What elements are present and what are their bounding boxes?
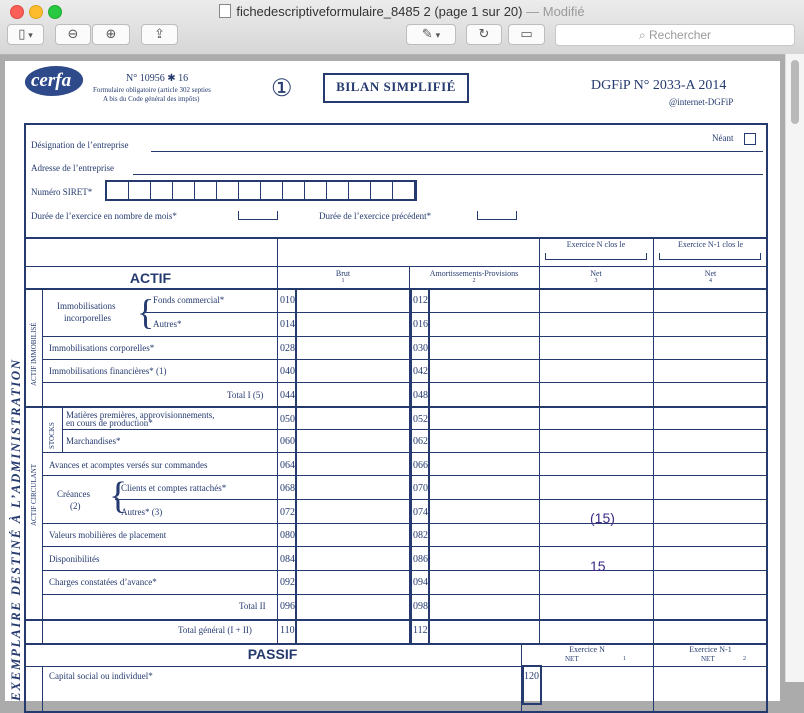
toolbox-button[interactable] <box>508 24 545 45</box>
siret-label: Numéro SIRET* <box>31 187 93 197</box>
code-brut: 010 <box>280 295 295 306</box>
share-icon: ⇪ <box>154 27 165 42</box>
code-amort: 030 <box>413 343 428 354</box>
passif-net-n: NET <box>565 655 579 663</box>
net-num3: 3 <box>594 278 598 284</box>
designation-label: Désignation de l’entreprise <box>31 140 129 150</box>
net-num4: 4 <box>709 278 712 284</box>
sidebar-button[interactable] <box>7 24 44 45</box>
form-note-2: A bis du Code général des impôts) <box>103 95 200 103</box>
exercice-n-label: Exercice N clos le <box>566 240 626 249</box>
zoom-out-icon: ⊖ <box>67 27 79 42</box>
chevron-down-icon: ▾ <box>432 31 441 41</box>
immo-incorp-label-1: Immobilisations <box>57 301 116 311</box>
window-title-text: fichedescriptiveformulaire_8485 2 (page 1 sur 20) <box>236 4 523 19</box>
code-brut: 028 <box>280 343 295 354</box>
modified-status: Modifié <box>542 4 585 19</box>
matieres-label-1: Matières premières, approvisionnements, <box>66 410 215 420</box>
zoom-in-button[interactable] <box>92 24 130 45</box>
exercice-n-date[interactable] <box>545 253 647 260</box>
code-amort: 082 <box>413 530 428 541</box>
code-amort: 066 <box>413 460 428 471</box>
valeurs-label: Valeurs mobilières de placement <box>49 530 167 540</box>
code-amort: 012 <box>413 295 428 306</box>
code-amort: 094 <box>413 577 428 588</box>
toolbox-icon: ▭ <box>520 27 533 42</box>
amort-header: Amortissements-Provisions <box>429 269 519 278</box>
code-brut: 064 <box>280 460 295 471</box>
dispo-net-value[interactable]: 15 <box>590 558 606 574</box>
passif-side-divider <box>42 666 43 713</box>
actif-circulant-label: ACTIF CIRCULANT <box>30 463 38 526</box>
row-rule <box>42 382 768 383</box>
designation-line[interactable] <box>151 151 763 152</box>
code-amort: 016 <box>413 319 428 330</box>
vertical-scrollbar[interactable] <box>785 54 804 682</box>
form-note-1: Formulaire obligatoire (article 302 septies <box>93 86 211 94</box>
sidebar-icon: ▯ <box>18 27 26 42</box>
dispo-label: Disponibilités <box>49 554 100 564</box>
search-placeholder: Rechercher <box>649 28 712 42</box>
row-rule <box>24 619 768 621</box>
clients-label: Clients et comptes rattachés* <box>121 483 227 493</box>
row-rule <box>24 666 768 667</box>
actif-heading: ACTIF <box>129 270 172 286</box>
form-number: N° 10956 ✱ 16 <box>126 73 189 84</box>
zoom-in-icon: ⊕ <box>105 27 117 42</box>
total2-label: Total II <box>239 601 266 611</box>
row-rule <box>42 336 768 337</box>
brace-creances: { <box>109 475 128 517</box>
passif-heading: PASSIF <box>247 646 298 662</box>
passif-num1: 1 <box>623 656 626 662</box>
creances-label-2: (2) <box>70 501 81 511</box>
scroll-thumb[interactable] <box>791 60 799 124</box>
code-brut: 040 <box>280 366 295 377</box>
adresse-line[interactable] <box>133 174 763 175</box>
code-brut: 096 <box>280 601 295 612</box>
passif-ex-n: Exercice N <box>569 645 605 654</box>
passif-num2: 2 <box>743 656 746 662</box>
code-brut: 044 <box>280 390 295 401</box>
marchandises-label: Marchandises* <box>66 436 121 446</box>
internet-dgfip: @internet-DGFiP <box>669 97 734 107</box>
charges-label: Charges constatées d’avance* <box>49 577 157 587</box>
code-amort: 048 <box>413 390 428 401</box>
immo-fin-label: Immobilisations financières* (1) <box>49 366 167 376</box>
neant-label: Néant <box>712 133 734 143</box>
cerfa-logo-text: cerfa <box>31 70 72 91</box>
pdf-page <box>5 61 780 701</box>
code-amort: 052 <box>413 414 428 425</box>
row-rule <box>42 546 768 547</box>
immo-incorp-label-2: incorporelles <box>64 313 111 323</box>
autres3-label: Autres* (3) <box>121 507 163 517</box>
window-titlebar <box>0 0 804 55</box>
total-general-label: Total général (I + II) <box>178 625 252 635</box>
code-brut: 068 <box>280 483 295 494</box>
row-rule <box>115 499 768 500</box>
header-rule-2 <box>24 288 768 290</box>
side-divider-outer <box>42 288 43 643</box>
code-brut: 014 <box>280 319 295 330</box>
code-brut: 110 <box>280 625 295 636</box>
net-header: Net <box>590 269 602 278</box>
search-icon: ⌕ <box>638 28 646 42</box>
window-title <box>0 4 804 19</box>
passif-ex-n1: Exercice N-1 <box>689 645 732 654</box>
col-divider-net <box>539 237 540 643</box>
code-brut: 050 <box>280 414 295 425</box>
code-brut: 060 <box>280 436 295 447</box>
brace-incorp: { <box>137 292 155 332</box>
duree-prec-field[interactable] <box>477 211 517 220</box>
net-n1-header: Net <box>704 269 717 278</box>
duree-field[interactable] <box>238 211 278 220</box>
markup-button[interactable] <box>406 24 456 45</box>
avances-label: Avances et acomptes versés sur commandes <box>49 460 208 470</box>
table-top-rule <box>24 237 768 239</box>
rotate-button[interactable] <box>466 24 502 45</box>
row-rule <box>42 594 768 595</box>
capital-label: Capital social ou individuel* <box>49 671 153 681</box>
code-amort: 112 <box>413 625 428 636</box>
row-rule <box>143 312 768 313</box>
total1-label: Total I (5) <box>227 390 264 400</box>
code-amort: 086 <box>413 554 428 565</box>
actif-immobilise-label: ACTIF IMMOBILISÉ <box>30 322 38 386</box>
code-brut: 084 <box>280 554 295 565</box>
immo-corp-label: Immobilisations corporelles* <box>49 343 155 353</box>
code-brut: 072 <box>280 507 295 518</box>
code-amort: 098 <box>413 601 428 612</box>
code-brut: 092 <box>280 577 295 588</box>
rotate-icon: ↻ <box>478 27 490 42</box>
brut-num: 1 <box>341 278 345 284</box>
autres3-net-value[interactable]: (15) <box>590 510 615 526</box>
chevron-down-icon: ▾ <box>25 31 33 41</box>
form-title: BILAN SIMPLIFIÉ <box>336 79 456 94</box>
code-amort: 042 <box>413 366 428 377</box>
code-amort: 062 <box>413 436 428 447</box>
matieres-label-2: en cours de production* <box>66 418 153 428</box>
exercice-n1-date[interactable] <box>659 253 761 260</box>
share-button[interactable] <box>141 24 178 45</box>
autres1-label: Autres* <box>153 319 182 329</box>
document-icon <box>219 4 231 18</box>
siret-boxes[interactable] <box>105 180 417 201</box>
capital-code: 120 <box>524 671 539 682</box>
row-rule <box>42 570 768 571</box>
row-rule <box>24 406 768 408</box>
fonds-label: Fonds commercial* <box>153 295 225 305</box>
neant-checkbox[interactable] <box>744 133 756 145</box>
row-rule <box>42 452 768 453</box>
pen-icon: ✎ <box>421 27 433 42</box>
circle-number: ① <box>271 76 293 102</box>
code-brut: 080 <box>280 530 295 541</box>
duree-prec-label: Durée de l’exercice précédent* <box>319 211 432 221</box>
row-rule <box>42 523 768 524</box>
creances-label-1: Créances <box>57 489 90 499</box>
title-separator: — <box>526 4 540 19</box>
row-rule <box>42 359 768 360</box>
amort-num: 2 <box>472 278 476 284</box>
row-rule <box>42 475 768 476</box>
dgfip-number: DGFiP N° 2033-A 2014 <box>591 78 727 93</box>
code-amort: 070 <box>413 483 428 494</box>
adresse-label: Adresse de l’entreprise <box>31 163 114 173</box>
brut-header: Brut <box>335 269 351 278</box>
search-field[interactable] <box>555 24 795 46</box>
duree-label: Durée de l’exercice en nombre de mois* <box>31 211 177 221</box>
exercice-n1-label: Exercice N-1 clos le <box>677 240 744 249</box>
passif-net-n1: NET <box>701 655 715 663</box>
header-rule-1 <box>24 266 768 267</box>
zoom-out-button[interactable] <box>55 24 91 45</box>
stocks-label: STOCKS <box>48 422 56 449</box>
code-amort: 074 <box>413 507 428 518</box>
side-label-administration: EXEMPLAIRE DESTINÉ À L’ADMINISTRATION <box>8 358 23 701</box>
